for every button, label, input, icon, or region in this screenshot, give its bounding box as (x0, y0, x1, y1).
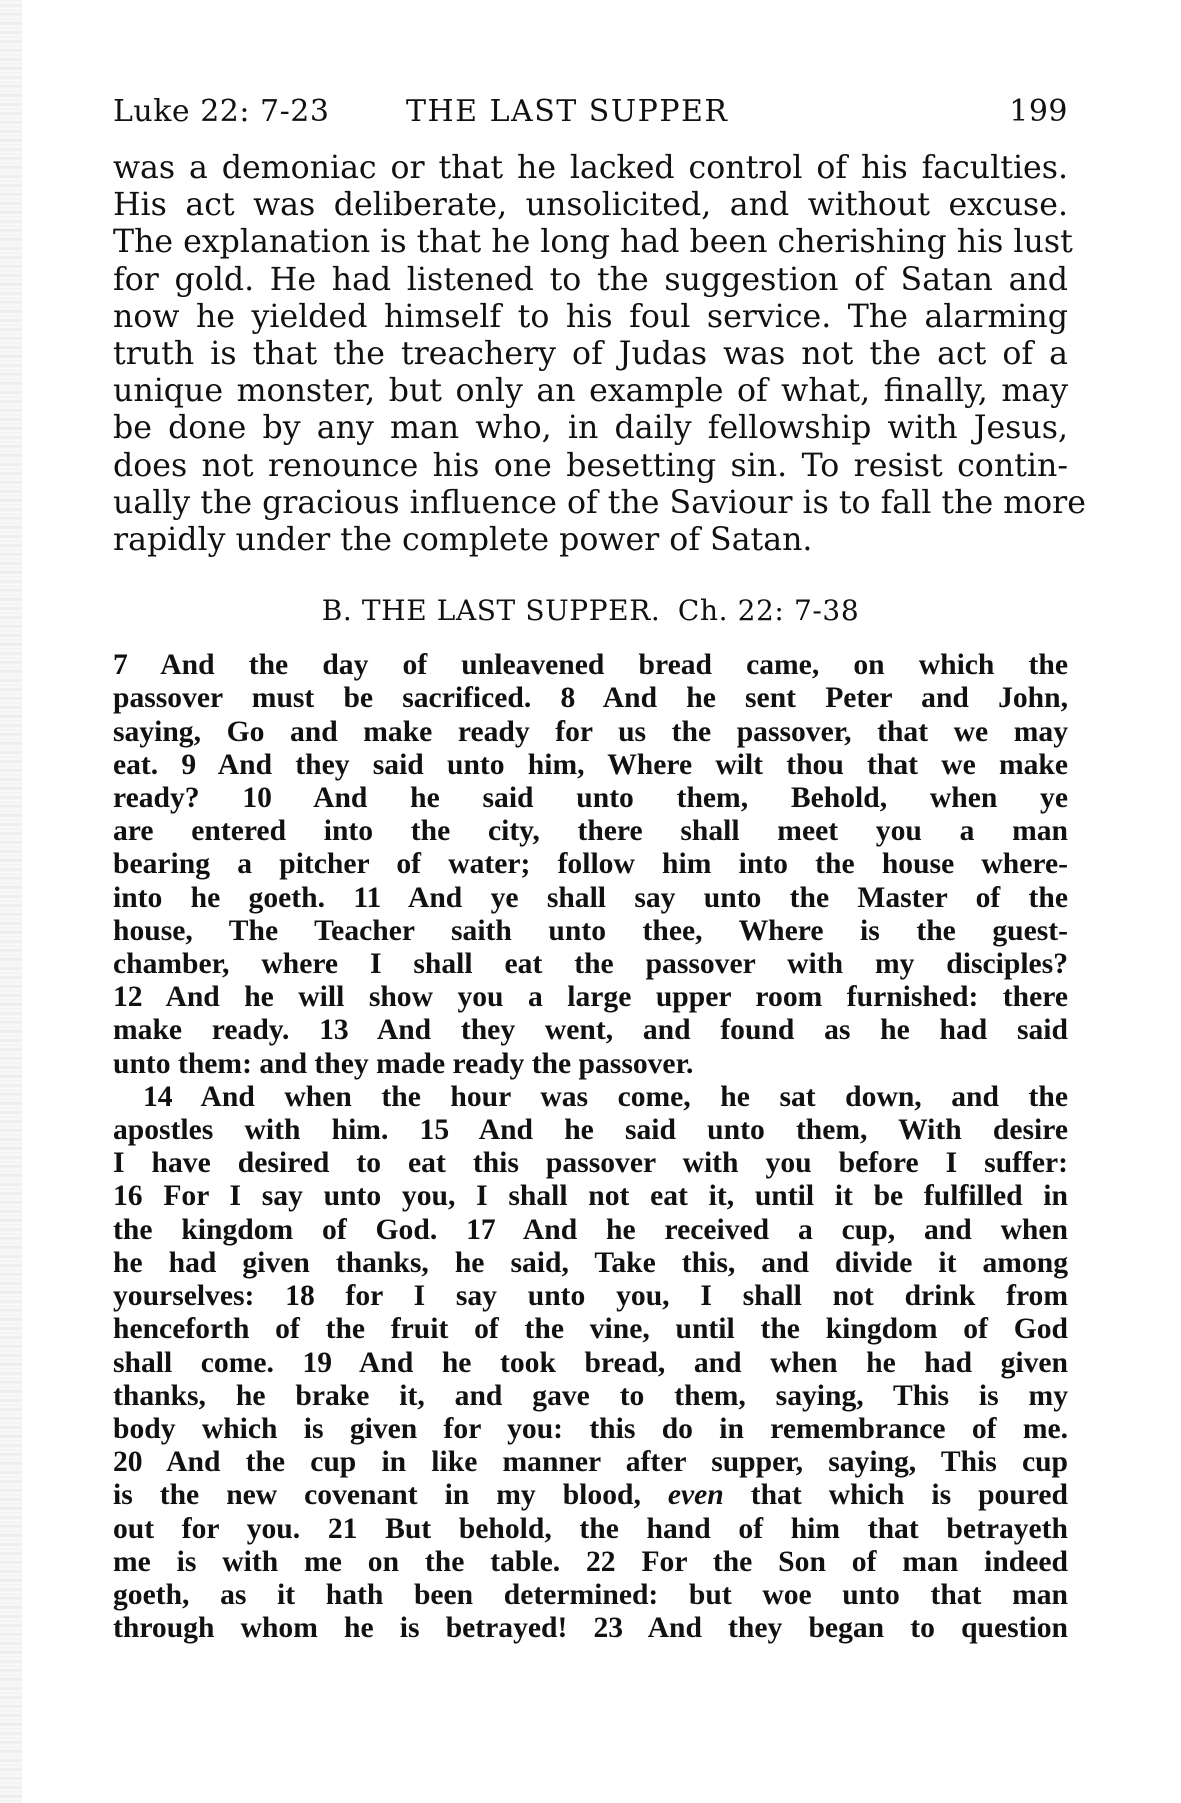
scripture-line: 20 And the cup in like manner after supper, saying, This cup (113, 1446, 1068, 1479)
scripture-line: yourselves: 18 for I say unto you, I shall not drink from (113, 1280, 1068, 1313)
scan-edge-shadow (0, 0, 22, 1803)
scripture-line: the kingdom of God. 17 And he received a cup, and when (113, 1213, 1068, 1246)
commentary-line: His act was deliberate, unsolicited, and without excuse. (113, 187, 1068, 224)
commentary-line: was a demoniac or that he lacked control of his faculties. (113, 150, 1068, 186)
book-page (113, 80, 1086, 1645)
scripture-paragraph-2 (113, 1081, 1068, 1645)
scripture-line: are entered into the city, there shall meet you a man (113, 815, 1068, 848)
commentary-line: rapidly under the complete power of Satan. (113, 522, 813, 559)
scripture-line: saying, Go and make ready for us the passover, that we may (113, 715, 1068, 748)
page-number: 199 (1009, 94, 1068, 129)
running-head (113, 80, 1068, 150)
scripture-line: he had given thanks, he said, Take this, and divide it among (113, 1246, 1068, 1279)
commentary-paragraph (113, 150, 1086, 559)
chapter-reference: Luke 22: 7-23 (113, 94, 330, 129)
commentary-line: truth is that the treachery of Judas was not the act of a (113, 336, 1068, 373)
scripture-line: 12 And he will show you a large upper room furnished: there (113, 981, 1068, 1014)
commentary-line: does not renounce his one besetting sin. To resist contin- (113, 447, 1068, 484)
section-reference: Ch. 22: 7-38 (677, 594, 860, 628)
scripture-line: out for you. 21 But behold, the hand of him that betrayeth (113, 1512, 1068, 1545)
scripture-line: goeth, as it hath been determined: but woe unto that man (113, 1578, 1068, 1611)
scripture-line: into he goeth. 11 And ye shall say unto the Master of the (113, 881, 1068, 914)
scripture-line: shall come. 19 And he took bread, and when he had given (113, 1346, 1068, 1379)
commentary-line: ually the gracious influence of the Saviour is to fall the more (113, 484, 1086, 521)
scripture-line: henceforth of the fruit of the vine, until the kingdom of God (113, 1313, 1068, 1346)
scripture-line: chamber, where I shall eat the passover with my disciples? (113, 948, 1068, 981)
commentary-line: The explanation is that he long had been cherishing his lust (113, 224, 1073, 261)
scripture-line: through whom he is betrayed! 23 And they began to question (113, 1612, 1068, 1645)
scripture-line: house, The Teacher saith unto thee, Where is the guest- (113, 914, 1068, 947)
scripture-line: unto them: and they made ready the passover. (113, 1047, 694, 1080)
scripture-line: 7 And the day of unleavened bread came, on which the (113, 649, 1068, 682)
scripture-line-italic (113, 1479, 1068, 1512)
scripture-line: eat. 9 And they said unto him, Where wilt thou that we make (113, 748, 1068, 781)
scripture-paragraph-1 (113, 649, 1068, 1081)
scripture-line: body which is given for you: this do in remembrance of me. (113, 1412, 1068, 1445)
scripture-line: make ready. 13 And they went, and found as he had said (113, 1014, 1068, 1047)
scripture-line: I have desired to eat this passover with you before I suffer: (113, 1147, 1068, 1180)
commentary-line: for gold. He had listened to the suggestion of Satan and (113, 261, 1068, 298)
section-label: B. THE LAST SUPPER. (321, 594, 661, 628)
commentary-line: now he yielded himself to his foul service. The alarming (113, 298, 1068, 335)
scripture-line: me is with me on the table. 22 For the Son of man indeed (113, 1545, 1068, 1578)
scripture-line: apostles with him. 15 And he said unto them, With desire (113, 1114, 1068, 1147)
scripture-line: thanks, he brake it, and gave to them, saying, This is my (113, 1379, 1068, 1412)
scripture-line: bearing a pitcher of water; follow him into the house where- (113, 848, 1068, 881)
line-part-after: that which is poured (723, 1479, 1068, 1512)
page-title: THE LAST SUPPER (406, 94, 729, 129)
scripture-line: ready? 10 And he said unto them, Behold, when ye (113, 782, 1068, 815)
section-heading (113, 594, 1068, 627)
scripture-line: passover must be sacrificed. 8 And he sent Peter and John, (113, 682, 1068, 715)
commentary-line: unique monster, but only an example of what, finally, may (113, 373, 1068, 410)
line-part-before: is the new covenant in my blood, (113, 1479, 668, 1512)
scripture-line: 16 For I say unto you, I shall not eat it, until it be fulfilled in (113, 1180, 1068, 1213)
italic-word: even (667, 1479, 724, 1512)
commentary-line: be done by any man who, in daily fellowship with Jesus, (113, 410, 1068, 447)
scripture-line: 14 And when the hour was come, he sat down, and the (143, 1080, 1068, 1113)
